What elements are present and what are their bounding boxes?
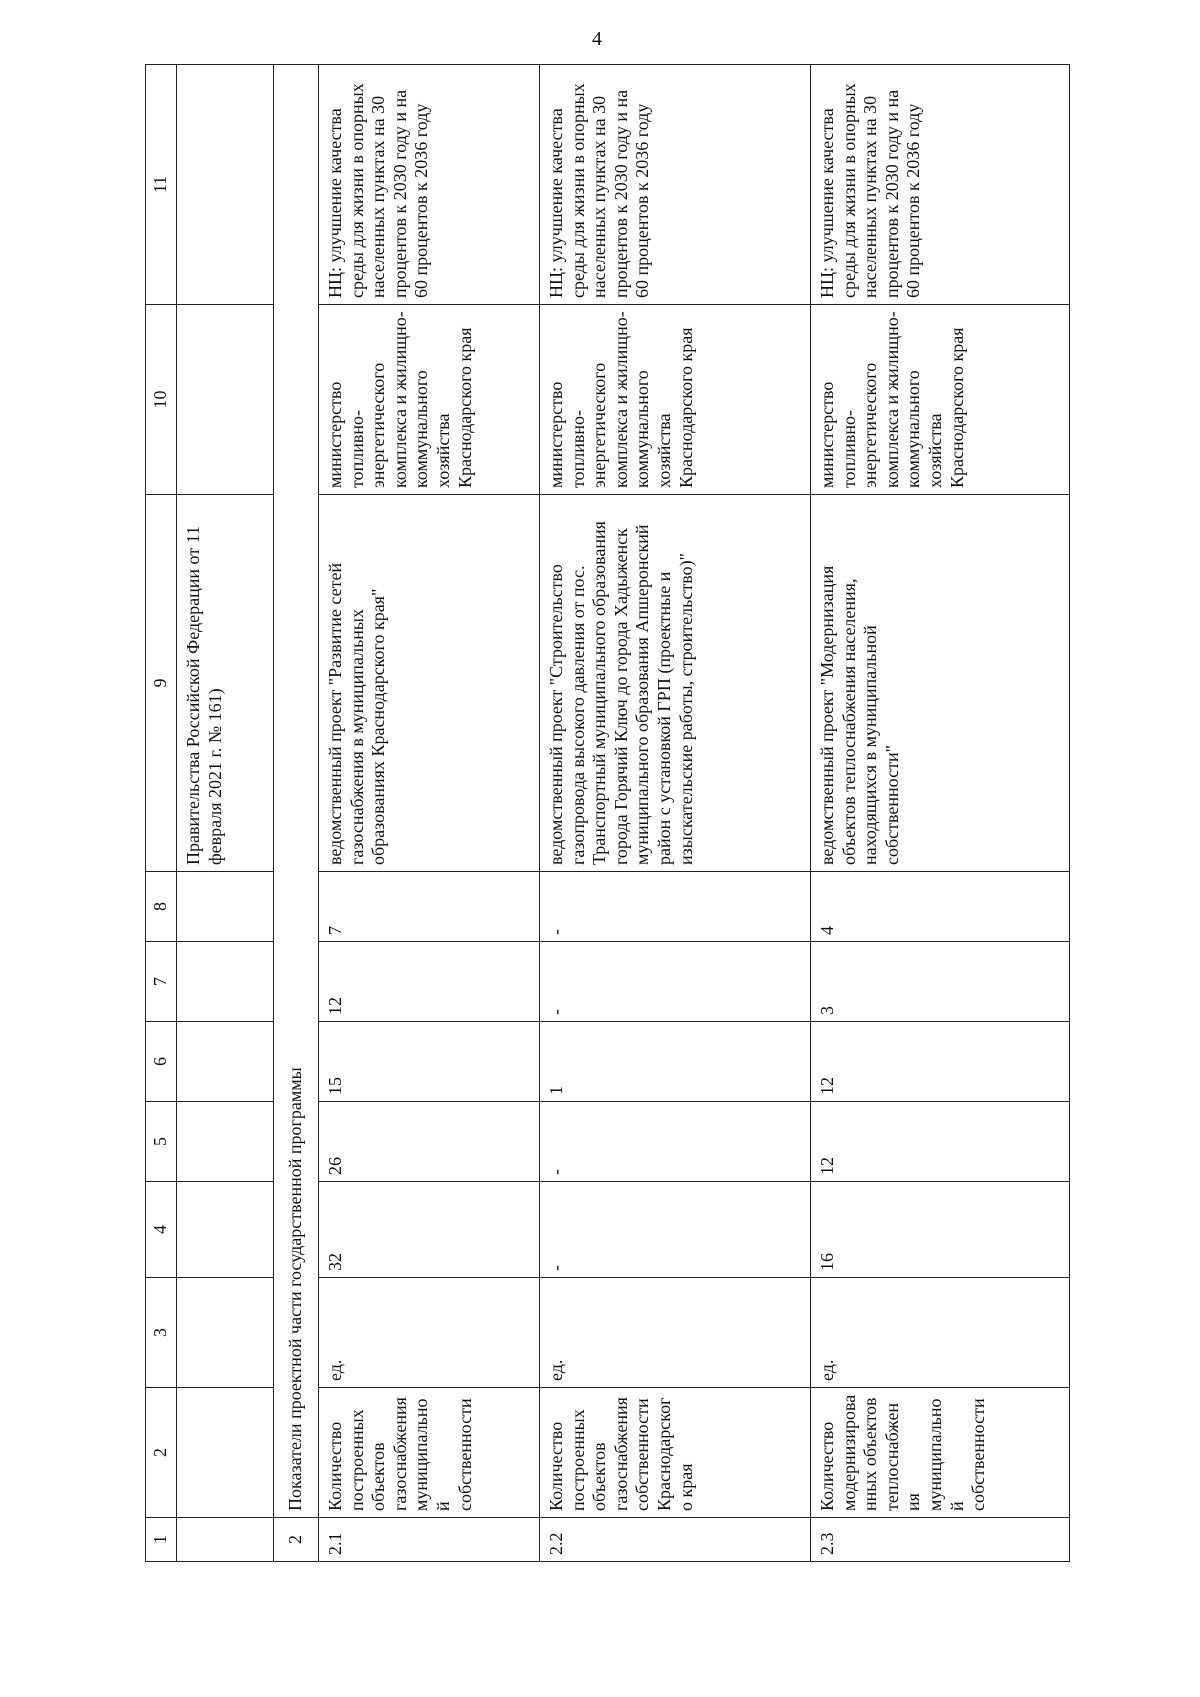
empty-cell xyxy=(177,1182,274,1278)
column-number: 10 xyxy=(146,305,177,495)
column-number: 5 xyxy=(146,1102,177,1182)
value-cell: - xyxy=(540,1102,811,1182)
unit-cell: ед. xyxy=(540,1278,811,1388)
goal-cell: НЦ: улучшение качества среды для жизни в опорных населенных пунктах на 30 процентов к 2030 году и на 60 процентов к 2036 году xyxy=(319,65,540,305)
continuation-row xyxy=(177,65,274,1562)
column-number: 4 xyxy=(146,1182,177,1278)
value-cell: 15 xyxy=(319,1022,540,1102)
value-cell: 7 xyxy=(319,872,540,942)
section-header-row xyxy=(274,65,319,1562)
row-number: 2.1 xyxy=(319,1518,540,1562)
value-cell: 3 xyxy=(811,942,1070,1022)
column-number: 9 xyxy=(146,495,177,872)
continuation-text: Правительства Российской Федерации от 11 февраля 2021 г. № 161) xyxy=(177,495,274,872)
column-number: 6 xyxy=(146,1022,177,1102)
responsible-cell: министерство топливно-энергетического комплекса и жилищно-коммунального хозяйства Краснодарского края xyxy=(540,305,811,495)
empty-cell xyxy=(177,1518,274,1562)
empty-cell xyxy=(177,305,274,495)
column-number: 2 xyxy=(146,1388,177,1518)
column-number: 11 xyxy=(146,65,177,305)
empty-cell xyxy=(177,942,274,1022)
column-number: 3 xyxy=(146,1278,177,1388)
value-cell: 1 xyxy=(540,1022,811,1102)
column-number: 7 xyxy=(146,942,177,1022)
empty-cell xyxy=(177,1022,274,1102)
column-number: 8 xyxy=(146,872,177,942)
responsible-cell: министерство топливно-энергетического комплекса и жилищно-коммунального хозяйства Краснодарского края xyxy=(319,305,540,495)
responsible-cell: министерство топливно-энергетического комплекса и жилищно-коммунального хозяйства Краснодарского края xyxy=(811,305,1070,495)
project-cell: ведомственный проект "Развитие сетей газоснабжения в муниципальных образованиях Краснодарского края" xyxy=(319,495,540,872)
table-row xyxy=(319,65,540,1562)
value-cell: 4 xyxy=(811,872,1070,942)
value-cell: 12 xyxy=(319,942,540,1022)
row-number: 2.2 xyxy=(540,1518,811,1562)
project-cell: ведомственный проект "Модернизация объектов теплоснабжения населения, находящихся в муниципальной собственности" xyxy=(811,495,1070,872)
table-row xyxy=(811,65,1070,1562)
row-number: 2.3 xyxy=(811,1518,1070,1562)
unit-cell: ед. xyxy=(811,1278,1070,1388)
unit-cell: ед. xyxy=(319,1278,540,1388)
indicator-name: Количество модернизированных объектов теплоснабжения муниципальной собственности xyxy=(811,1388,1070,1518)
empty-cell xyxy=(177,872,274,942)
column-number-row xyxy=(146,65,177,1562)
indicator-name: Количество построенных объектов газоснабжения муниципальной собственности xyxy=(319,1388,540,1518)
value-cell: 16 xyxy=(811,1182,1070,1278)
value-cell: - xyxy=(540,1182,811,1278)
empty-cell xyxy=(177,1278,274,1388)
column-number: 1 xyxy=(146,1518,177,1562)
page-number: 4 xyxy=(592,28,602,50)
value-cell: 12 xyxy=(811,1022,1070,1102)
empty-cell xyxy=(177,65,274,305)
indicator-name: Количество построенных объектов газоснабжения собственности Краснодарского края xyxy=(540,1388,811,1518)
goal-cell: НЦ: улучшение качества среды для жизни в опорных населенных пунктах на 30 процентов к 2030 году и на 60 процентов к 2036 году xyxy=(811,65,1070,305)
indicators-table xyxy=(145,64,1070,1562)
empty-cell xyxy=(177,1388,274,1518)
value-cell: 32 xyxy=(319,1182,540,1278)
value-cell: - xyxy=(540,942,811,1022)
empty-cell xyxy=(177,1102,274,1182)
section-title: Показатели проектной части государственной программы xyxy=(274,65,319,1518)
rotated-table-wrapper xyxy=(145,65,1125,1562)
value-cell: 26 xyxy=(319,1102,540,1182)
goal-cell: НЦ: улучшение качества среды для жизни в опорных населенных пунктах на 30 процентов к 2030 году и на 60 процентов к 2036 году xyxy=(540,65,811,305)
section-number: 2 xyxy=(274,1518,319,1562)
value-cell: - xyxy=(540,872,811,942)
project-cell: ведомственный проект "Строительство газопровода высокого давления от пос. Транспортный муниципального образования города Горячий Ключ до города Хадыженск муниципального образования Апшеронский район с установкой ГРП (проектные и изыскательские работы, строительство)" xyxy=(540,495,811,872)
value-cell: 12 xyxy=(811,1102,1070,1182)
table-row xyxy=(540,65,811,1562)
